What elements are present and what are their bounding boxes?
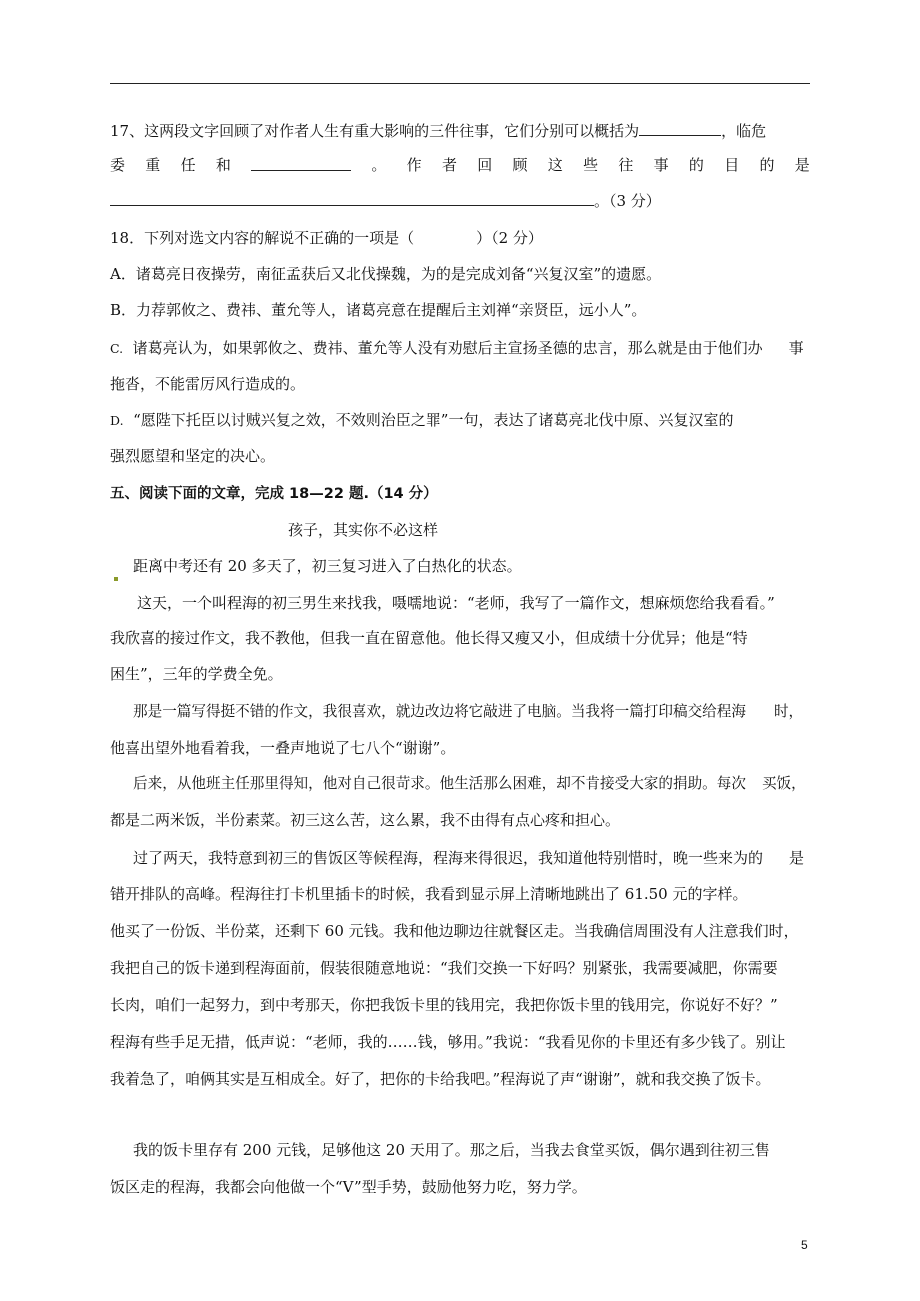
paragraph-2-line-3: 困生”，三年的学费全免。	[110, 665, 283, 683]
page-number: 5	[801, 1238, 808, 1252]
paragraph-1: 距离中考还有 20 多天了，初三复习进入了白热化的状态。	[133, 557, 522, 575]
paragraph-5-line-1: 过了两天，我特意到初三的售饭区等候程海，程海来得很迟，我知道他特别惜时，晚一些来为的 是	[133, 849, 805, 867]
q18-option-d: D. “愿陛下托臣以讨贼兴复之效，不效则治臣之罪”一句，表达了诸葛亮北伐中原、兴复汉室的	[110, 411, 734, 429]
margin-marker	[114, 577, 118, 581]
paragraph-3-line-2: 他喜出望外地看着我，一叠声地说了七八个“谢谢”。	[110, 739, 456, 757]
header-rule	[110, 83, 810, 84]
paragraph-5-line-5: 长肉，咱们一起努力，到中考那天，你把我饭卡里的钱用完，我把你饭卡里的钱用完，你说好不好？”	[110, 996, 778, 1014]
answer-blank-2[interactable]	[251, 155, 351, 171]
answer-blank-1[interactable]	[639, 120, 721, 136]
paragraph-5-line-7: 我着急了，咱俩其实是互相成全。好了，把你的卡给我吧。”程海说了声“谢谢”，就和我交换了饭卡。	[110, 1070, 771, 1088]
answer-blank-3[interactable]	[110, 190, 594, 206]
article-title: 孩子，其实你不必这样	[288, 521, 439, 539]
q18-option-b: B．力荐郭攸之、费祎、董允等人，诸葛亮意在提醒后主刘禅“亲贤臣，远小人”。	[110, 301, 647, 319]
section-heading: 五、阅读下面的文章，完成 18—22 题.（14 分）	[110, 486, 438, 502]
paragraph-2-line-1: 这天，一个叫程海的初三男生来找我，嗫嚅地说：“老师，我写了一篇作文，想麻烦您给我看看。”	[137, 594, 775, 612]
paragraph-5-line-6: 程海有些手足无措，低声说：“老师，我的……钱，够用。”我说：“我看见你的卡里还有多少钱了。别让	[110, 1033, 786, 1051]
q18-option-a: A．诸葛亮日夜操劳，南征孟获后又北伐操魏，为的是完成刘备“兴复汉室”的遗愿。	[110, 265, 662, 283]
paragraph-4-line-2: 都是二两米饭，半份素菜。初三这么苦，这么累，我不由得有点心疼和担心。	[110, 811, 621, 829]
q17-line-3: 。（3 分）	[110, 190, 661, 211]
paragraph-2-line-2: 我欣喜的接过作文，我不教他，但我一直在留意他。他长得又瘦又小，但成绩十分优异；他是“特	[110, 629, 748, 647]
q18-option-d-cont: 强烈愿望和坚定的决心。	[110, 447, 276, 465]
q17-line-2: 委 重 任 和 。 作 者 回 顾 这 些 往 事 的 目 的 是	[110, 156, 810, 174]
q18-option-c: C. 诸葛亮认为，如果郭攸之、费祎、董允等人没有劝慰后主宣扬圣德的忠言，那么就是由于他们办 事	[110, 339, 804, 357]
paragraph-5-line-4: 我把自己的饭卡递到程海面前，假装很随意地说：“我们交换一下好吗？别紧张，我需要减肥，你需要	[110, 959, 778, 977]
paragraph-6-line-2: 饭区走的程海，我都会向他做一个“V”型手势，鼓励他努力吃，努力学。	[110, 1178, 587, 1196]
paragraph-6-line-1: 我的饭卡里存有 200 元钱，足够他这 20 天用了。那之后，当我去食堂买饭，偶尔遇到往初三售	[133, 1141, 770, 1159]
paragraph-5-line-3: 他买了一份饭、半份菜，还剩下 60 元钱。我和他边聊边往就餐区走。当我确信周围没有人注意我们时，	[110, 922, 799, 940]
paragraph-4-line-1: 后来，从他班主任那里得知，他对自己很苛求。他生活那么困难，却不肯接受大家的捐助。每次 买饭，	[133, 775, 806, 792]
q18-option-c-cont: 拖沓，不能雷厉风行造成的。	[110, 375, 306, 393]
paragraph-3-line-1: 那是一篇写得挺不错的作文，我很喜欢，就边改边将它敲进了电脑。当我将一篇打印稿交给程海 时，	[133, 703, 804, 720]
q17-line-1: 17、这两段文字回顾了对作者人生有重大影响的三件往事，它们分别可以概括为 ，临危	[110, 122, 767, 140]
q18-stem: 18．下列对选文内容的解说不正确的一项是（ ）（2 分）	[110, 229, 543, 247]
paragraph-5-line-2: 错开排队的高峰。程海往打卡机里插卡的时候，我看到显示屏上清晰地跳出了 61.50 元的字样。	[110, 885, 748, 903]
